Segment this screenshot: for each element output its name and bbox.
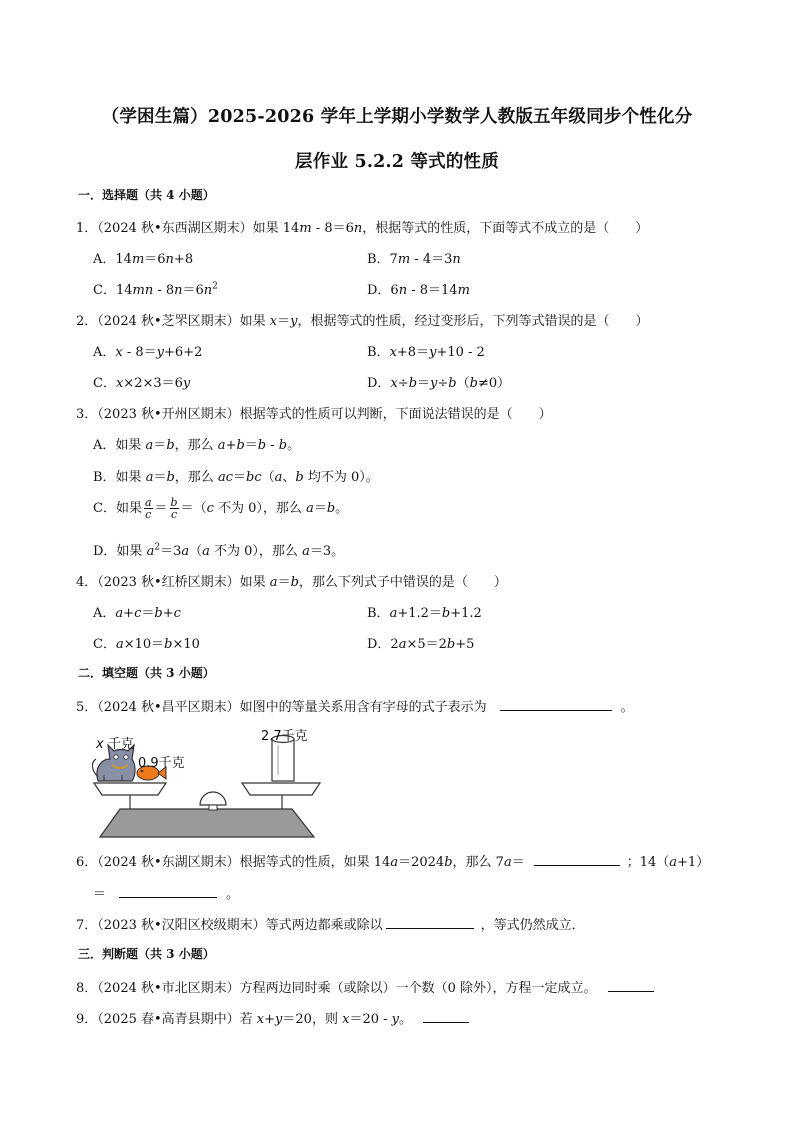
section-heading-judge: 三．判断题（共 3 小题）	[78, 947, 215, 961]
question-2-option-c[interactable]: C．x×2×3＝6y	[93, 376, 191, 391]
right-pan	[242, 783, 320, 795]
left-pan	[94, 783, 166, 795]
figure-label-fish-weight: 0.9千克	[138, 756, 185, 771]
figure-label-cat-weight: x 千克	[96, 737, 134, 752]
question-9-stem: 9．（2025 春•高青县期中）若 x+y＝20，则 x＝20 - y。	[76, 1008, 472, 1027]
answer-blank[interactable]	[423, 1010, 469, 1023]
question-1-option-a[interactable]: A．14m＝6n+8	[93, 252, 194, 267]
question-8-stem: 8．（2024 秋•市北区期末）方程两边同时乘（或除以）一个数（0 除外），方程一定成立。	[76, 977, 657, 996]
question-2-option-d[interactable]: D．x÷b＝y÷b（b≠0）	[367, 376, 511, 391]
question-4-option-a[interactable]: A．a+c＝b+c	[93, 606, 181, 621]
scale-pivot-stem	[209, 805, 217, 810]
question-3-option-d[interactable]: D．如果 $a^2=3a(a$ 不为 0），那么 a＝3。	[93, 542, 345, 559]
scale-pivot	[200, 792, 226, 805]
answer-blank[interactable]	[500, 698, 612, 711]
question-3-stem: 3．（2023 秋•开州区期末）根据等式的性质可以判断，下面说法错误的是（ ）	[76, 407, 552, 422]
question-1-option-c[interactable]: C．$14mn - 8n=6n^2$	[93, 281, 218, 298]
question-6-line2: ＝ 。	[93, 887, 240, 902]
question-4-option-d[interactable]: D．2a×5＝2b+5	[367, 637, 475, 652]
section-heading-fill: 二．填空题（共 3 小题）	[78, 666, 215, 680]
question-7-stem: 7．（2023 秋•汉阳区校级期末）等式两边都乘或除以 ，等式仍然成立．	[76, 918, 585, 933]
question-3-option-b[interactable]: B．如果 a＝b，那么 ac＝bc（a、b 均不为 0）。	[93, 470, 379, 485]
figure-label-cylinder-weight: 2.7千克	[261, 729, 308, 744]
page-title-line2: 层作业 5.2.2 等式的性质	[295, 152, 499, 172]
answer-blank[interactable]	[119, 885, 217, 898]
question-2-option-a[interactable]: A．x - 8＝y+6+2	[93, 345, 203, 360]
fraction-b-over-c: $\frac{b}{c}$	[170, 496, 178, 521]
question-2-stem: 2．（2024 秋•芝罘区期末）如果 x＝y，根据等式的性质，经过变形后，下列等式错误的是（ ）	[76, 314, 649, 329]
question-3-option-c[interactable]: C．如果 $\frac{a}{c}$ ＝ $\frac{b}{c}$ ＝（c 不为 0），那么 a＝b。	[93, 496, 349, 521]
answer-blank[interactable]	[534, 853, 620, 866]
question-1-stem: 1．（2024 秋•东西湖区期末）如果 14m - 8＝6n，根据等式的性质，下面等式不成立的是（ ）	[76, 221, 649, 236]
question-4-option-c[interactable]: C．a×10＝b×10	[93, 637, 200, 652]
page-title-line1: （学困生篇）2025-2026 学年上学期小学数学人教版五年级同步个性化分	[101, 107, 693, 127]
question-5-stem: 5．（2024 秋•昌平区期末）如图中的等量关系用含有字母的式子表示为 。	[76, 700, 634, 715]
section-heading-choice: 一．选择题（共 4 小题）	[78, 188, 215, 202]
scale-base	[100, 809, 314, 837]
question-1-option-d[interactable]: D．6n - 8＝14m	[367, 283, 470, 298]
question-3-option-a[interactable]: A．如果 a＝b，那么 a+b＝b - b。	[93, 438, 301, 453]
question-4-option-b[interactable]: B．a+1.2＝b+1.2	[367, 606, 482, 621]
question-1-option-b[interactable]: B．7m - 4＝3n	[367, 252, 461, 267]
question-2-option-b[interactable]: B．x+8＝y+10 - 2	[367, 345, 485, 360]
answer-blank[interactable]	[386, 916, 474, 929]
fraction-a-over-c: $\frac{a}{c}$	[144, 496, 152, 521]
question-6-stem: 6．（2024 秋•东湖区期末）根据等式的性质，如果 14a＝2024b，那么 7a＝ ；14（a+1）	[76, 855, 710, 870]
question-4-stem: 4．（2023 秋•红桥区期末）如果 a＝b，那么下列式子中错误的是（ ）	[76, 575, 507, 590]
answer-blank[interactable]	[608, 979, 654, 992]
